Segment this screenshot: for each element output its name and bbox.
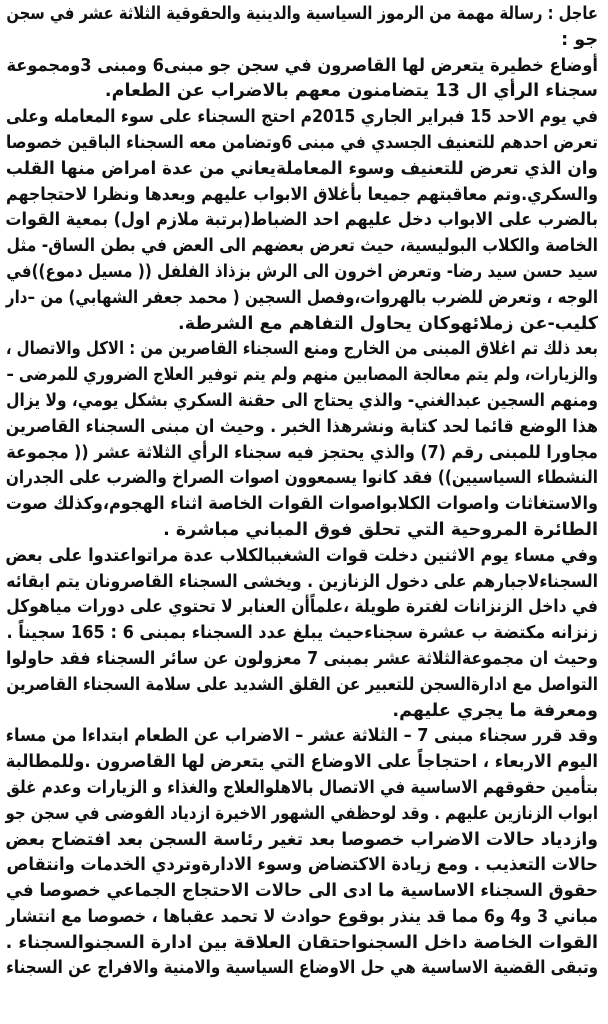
text-line: الخاصة والكلاب البوليسية، حيث تعرض بعضهم الى العض في بطن الساق- مثل [6, 236, 599, 257]
text-line: عاجل : رسالة مهمة من الرموز السياسية والدينية والحقوقية الثلاثة عشر في سجن [6, 4, 598, 24]
text-line: زنزانه مكتضة ب عشرة سجناءحيث يبلغ عدد السجناء بمبنى 6 : 165 سجيناً . [6, 623, 598, 644]
text-line: والاستغاثات واصوات الكلابواصوات القوات الخاصة اثناء الهجوم،وكذلك صوت [5, 494, 599, 515]
text-line: القوات الخاصة داخل السجنواحتقان العلاقة بين ادارة السجنوالسجناء . [5, 932, 598, 953]
text-line: ابواب الزنازين عليهم . وقد لوحظفي الشهور الاخيرة ازدياد الفوضى في سجن جو [5, 803, 599, 824]
text-line: كليب-عن زملائهوكان يحاول التفاهم مع الشرطة. [178, 313, 598, 334]
text-line: وحيث ان مجموعةالثلاثة عشر بمبنى 7 معزولون عن سائر السجناء فقد حاولوا [5, 648, 598, 669]
text-line: حالات التعذيب . ومع زيادة الاكتضاض وسوء الادارةوتردي الخدمات وانتقاص [6, 855, 599, 876]
text-line: وازدياد حالات الاضراب خصوصا بعد تغير رئاسة السجن بعد افتضاح بعض [5, 829, 598, 850]
text-line: ومنهم السجين عبدالغني- والذي يحتاج الى حقنة السكري بشكل يومي، ولا يزال [6, 390, 598, 411]
text-line: ومعرفة ما يجري عليهم. [392, 700, 598, 721]
text-line: والزيارات، ولم يتم معالجة المصابين منهم ولم يتم توفير العلاج الضروري للمرضى – [6, 365, 599, 386]
text-line: حقوق السجناء الاساسية ما ادى الى حالات الاحتجاج الجماعي خصوصا في [5, 881, 598, 902]
text-line: السجناءلاجبارهم على دخول الزنازين . ويخشى السجناء القاصرونان يتم ابقائه [6, 571, 599, 592]
text-line: التواصل مع ادارةالسجن للتعبير عن القلق الشديد على سلامة السجناء القاصرين [6, 674, 598, 695]
text-line: بتأمين حقوقهم الاساسية في الاتصال بالاهلوالعلاج والغذاء و الزيارات وعدم غلق [6, 777, 599, 798]
text-line: وتبقى القضية الاساسية هي حل الاوضاع السياسية والامنية والافراج عن السجناء [6, 958, 598, 979]
text-line: وان الذي تعرض للتعنيف وسوء المعاملةيعاني من عدة امراض منها القلب [5, 158, 599, 179]
text-line: مباني 3 و4 و6 مما قد ينذر بوقوع حوادث لا تحمد عقباها ، خصوصا مع انتشار [6, 906, 598, 927]
text-line: وقد قرر سجناء مبنى 7 – الثلاثة عشر – الاضراب عن الطعام ابتداءا من مساء [5, 726, 598, 747]
text-line: هذا الوضع قائما لحد كتابة ونشرهذا الخبر . وحيث ان مبنى السجناء القاصرين [5, 416, 599, 437]
text-line: النشطاء السياسيين)) فقد كانوا يسمعوون اصوات الصراخ والضرب على الجدران [5, 468, 598, 489]
text-line: سجناء الرأي ال 13 يتضامنون معهم بالاضراب عن الطعام. [104, 81, 598, 102]
text-line: اليوم الاربعاء ، احتجاجاً على الاوضاع التي يتعرض لها القاصرون .وللمطالبة [5, 752, 599, 773]
text-line: بعد ذلك تم اغلاق المبنى من الخارج ومنع السجناء القاصرين من : الاكل والاتصال ، [5, 339, 598, 360]
text-line: الطائرة المروحية التي تحلق فوق المباني مباشرة . [163, 519, 598, 540]
text-line: والسكري.وتم معاقبتهم جميعا بأغلاق الابواب عليهم وبعدها ونظرا لاحتجاجهم [6, 184, 598, 205]
text-line: مجاورا للمبنى رقم (7) والذي يحتجز فيه سجناء الرأي الثلاثة عشر (( مجموعة [6, 442, 598, 463]
text-line: تعرض احدهم للتعنيف الجسدي في مبنى 6وتضامن معه السجناء الباقين خصوصا [5, 132, 598, 153]
text-line: بالضرب على الابواب دخل عليهم احد الضباط(برتبة ملازم اول) بمعية القوات [5, 210, 598, 231]
text-line: الوجه ، وتعرض للضرب بالهروات،وفصل السجين ( محمد جعفر الشهابي) من –دار [5, 287, 599, 308]
text-line: جو : [561, 29, 598, 50]
text-line: وفي مساء يوم الاثنين دخلت قوات الشغببالكلاب عدة مراتواعتدوا على بعض [5, 545, 599, 566]
text-line: في يوم الاحد 15 فبراير الجاري 2015م احتج السجناء على سوء المعامله وعلى [6, 107, 598, 128]
text-line: في داخل الزنزانات لفترة طويلة ،علماًأن العنابر لا تحتوي على دورات مياهوكل [6, 597, 598, 618]
text-line: أوضاع خطيرة يتعرض لها القاصرون في سجن جو مبنى6 ومبنى 3ومجموعة [6, 55, 599, 76]
text-line: سيد حسن سيد رضا- وتعرض اخرون الى الرش بزذاذ الفلفل (( مسيل دموع))في [6, 261, 598, 282]
